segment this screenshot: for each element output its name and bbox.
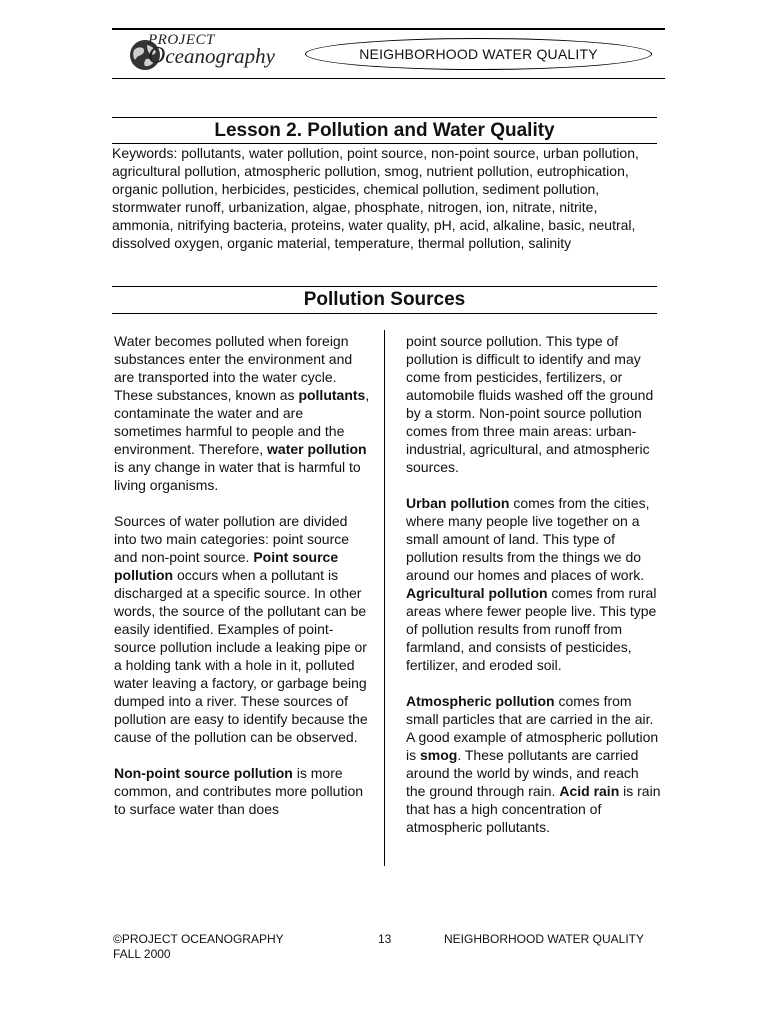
paragraph-point-source: Sources of water pollution are divided into two main categories: point source and non-point source. Point source pollution occurs when a pollutant is discharged at a specific source. In other words, the source of the pollutant can be easily identified. Examples of point-source pollution include a leaking pipe or a holding tank with a hole in it, polluted water leaving a factory, or garbage being dumped into a river. These sources of pollution are easy to identify because the cause of the pollution can be observed. [114, 513, 368, 745]
paragraph-non-point-source: Non-point source pollution is more common, and contributes more pollution to surface water than does [114, 765, 364, 817]
term-agricultural-pollution: Agricultural pollution [406, 585, 548, 601]
section-title: Pollution Sources [303, 289, 466, 310]
lesson-title-top-rule [112, 117, 657, 118]
column-divider [384, 330, 385, 866]
footer-page-number: 13 [378, 932, 392, 946]
term-smog: smog [420, 747, 458, 763]
keywords-paragraph: Keywords: pollutants, water pollution, point source, non-point source, urban pollution, agricultural pollution, atmospheric pollution, smog, nutrient pollution, eutrophication, organic pollution, herbicides, pesticides, chemical pollution, sediment pollution, stormwater runoff, urbanization, algae, phosphate, nitrogen, ion, nitrate, nitrite, ammonia, nitrifying bacteria, proteins, water quality, pH, acid, alkaline, basic, neutral, dissolved oxygen, organic material, temperature, thermal pollution, salinity [112, 145, 639, 251]
right-column [406, 332, 662, 854]
term-atmospheric-pollution: Atmospheric pollution [406, 693, 555, 709]
paragraph-urban-agricultural: Urban pollution comes from the cities, where many people live together on a small amount of land. This type of pollution results from the things we do around our homes and places of work. Agricultural pollution comes from rural areas where fewer people live. This type of pollution results from runoff from farmland, and consists of pesticides, fertilizer, and eroded soil. [406, 495, 657, 673]
footer-title: NEIGHBORHOOD WATER QUALITY [444, 932, 645, 946]
footer-copyright-line2: FALL 2000 [113, 947, 171, 961]
footer-copyright [113, 932, 284, 962]
logo-text-project: PROJECT [148, 32, 215, 48]
paragraph-atmospheric: Atmospheric pollution comes from small particles that are carried in the air. A good example of atmospheric pollution is smog. These pollutants are carried around the world by winds, and reach the ground through rain. Acid rain is rain that has a high concentration of atmospheric pollutants. [406, 693, 661, 835]
footer-copyright-line1: ©PROJECT OCEANOGRAPHY [113, 932, 284, 946]
logo-text-oceanography: Oceanography [148, 43, 275, 69]
term-water-pollution: water pollution [267, 441, 367, 457]
paragraph-water-pollution: Water becomes polluted when foreign substances enter the environment and are transported into the water cycle. These substances, known as pollutants, contaminate the water and are sometimes harmful to people and the environment. Therefore, water pollution is any change in water that is harmful to living organisms. [114, 333, 370, 493]
term-pollutants: pollutants [298, 387, 366, 403]
section-title-bottom-rule [112, 313, 657, 314]
project-oceanography-logo [128, 32, 288, 74]
term-urban-pollution: Urban pollution [406, 495, 510, 511]
section-title-top-rule [112, 286, 657, 287]
header-top-rule [112, 28, 665, 30]
term-acid-rain: Acid rain [559, 783, 620, 799]
header-bottom-rule [112, 78, 665, 79]
lesson-title: Lesson 2. Pollution and Water Quality [214, 120, 555, 141]
term-point-source-pollution: Point source pollution [114, 549, 339, 583]
header-title: NEIGHBORHOOD WATER QUALITY [305, 38, 652, 70]
left-column [114, 332, 372, 836]
term-non-point-source-pollution: Non-point source pollution [114, 765, 293, 781]
paragraph-non-point-continued: point source pollution. This type of pollution is difficult to identify and may come from pesticides, fertilizers, or automobile fluids washed off the ground by a storm. Non-point source pollution comes from three main areas: urban-industrial, agricultural, and atmospheric sources. [406, 333, 654, 475]
